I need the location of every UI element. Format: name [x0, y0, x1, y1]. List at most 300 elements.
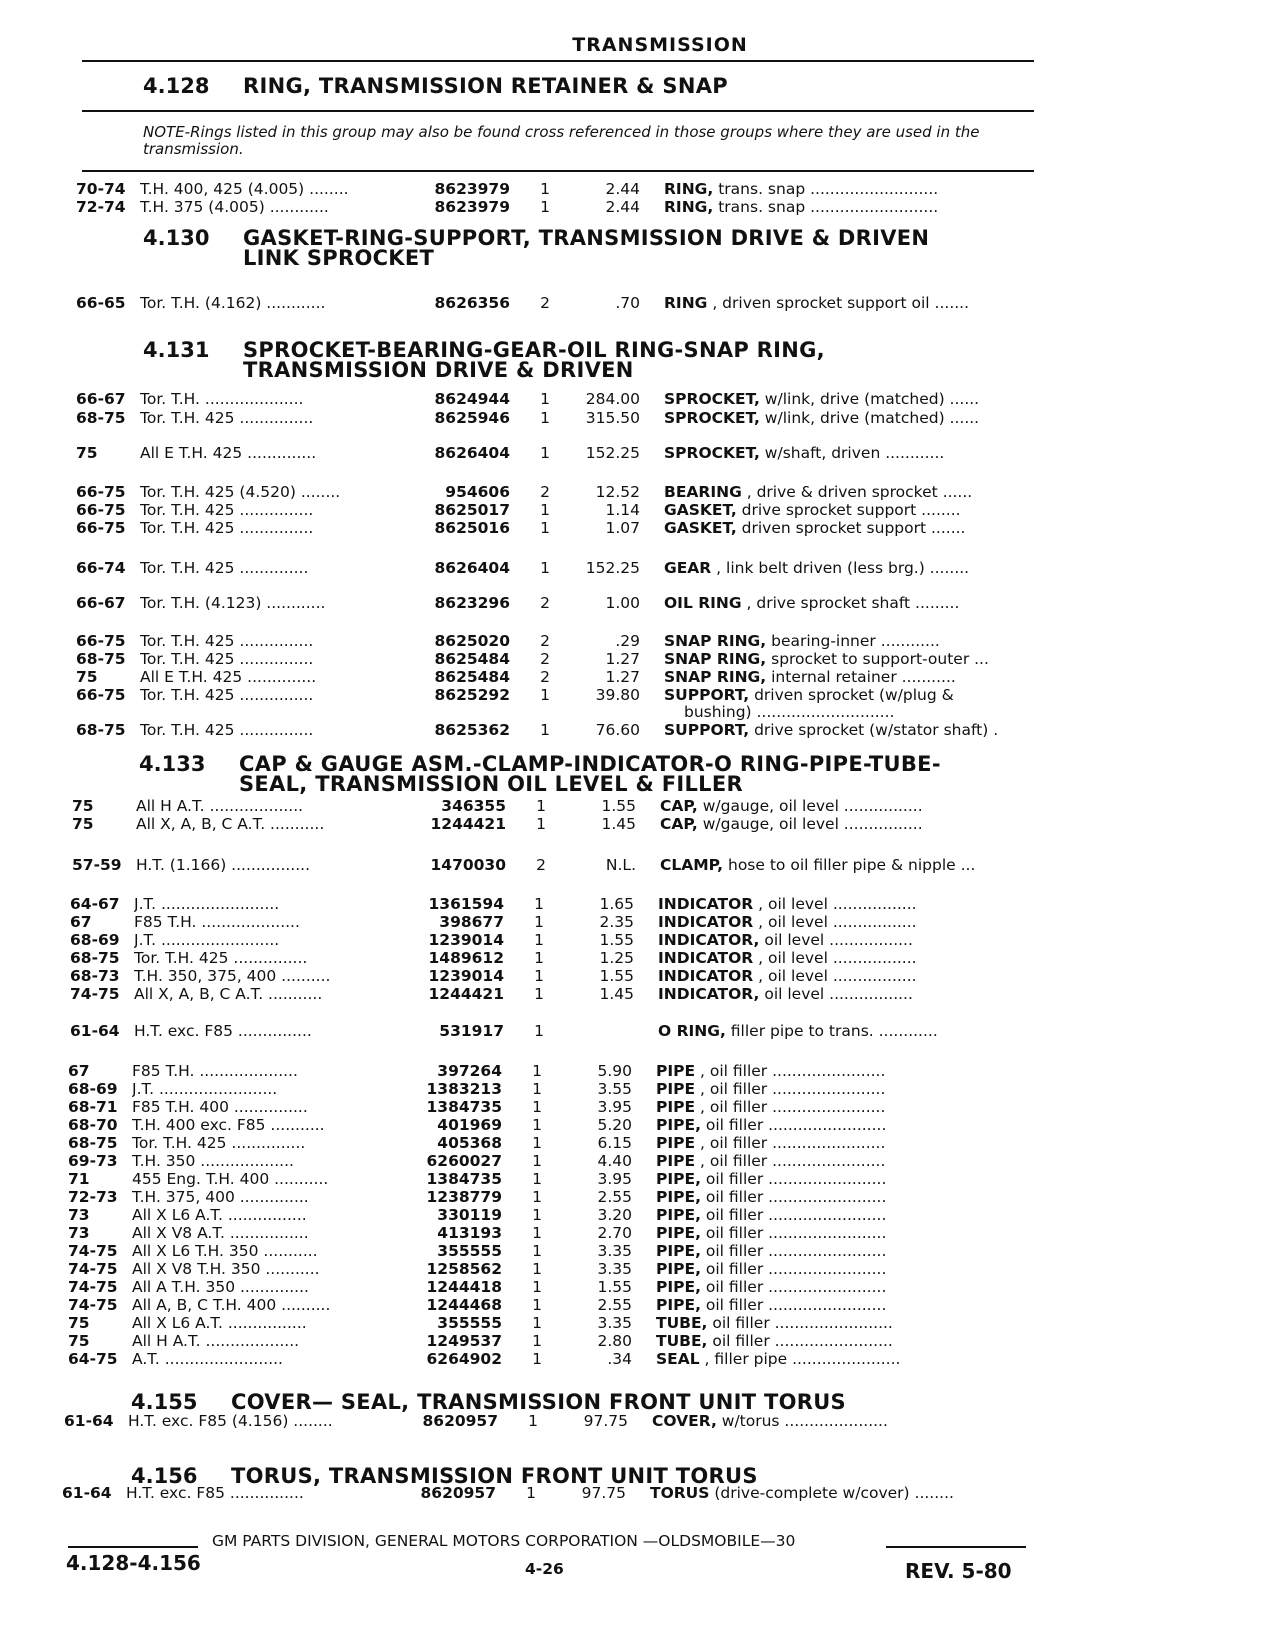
part-row [0, 856, 1276, 875]
part-number: 1244421 [430, 815, 506, 833]
part-number: 1239014 [428, 931, 504, 949]
part-detail: (drive-complete w/cover) ........ [709, 1484, 954, 1502]
model-years: 66-75 [76, 483, 126, 501]
price: 2.44 [605, 180, 640, 198]
quantity: 1 [532, 1278, 542, 1296]
price: 1.25 [599, 949, 634, 967]
part-detail: w/gauge, oil level ................ [697, 815, 923, 833]
quantity: 2 [540, 650, 550, 668]
quantity: 1 [532, 1314, 542, 1332]
part-detail: trans. snap .......................... [713, 180, 939, 198]
model-application: All E T.H. 425 .............. [140, 668, 317, 686]
part-name: INDICATOR [658, 967, 754, 985]
part-row [0, 632, 1280, 651]
part-number: 8623979 [434, 180, 510, 198]
part-row [0, 668, 1280, 687]
part-description [660, 797, 1028, 816]
part-number: 6260027 [426, 1152, 502, 1170]
part-description [664, 559, 1032, 578]
model-application: Tor. T.H. 425 ............... [132, 1134, 306, 1152]
model-application: All X V8 T.H. 350 ........... [132, 1260, 320, 1278]
model-application: J.T. ........................ [134, 931, 280, 949]
part-row [0, 949, 1274, 968]
price: 152.25 [585, 444, 640, 462]
model-application: T.H. 350 ................... [132, 1152, 294, 1170]
part-name: CAP, [660, 815, 698, 833]
quantity: 1 [532, 1116, 542, 1134]
part-detail: , oil level ................. [753, 967, 917, 985]
quantity: 1 [532, 1260, 542, 1278]
part-number: 1470030 [430, 856, 506, 874]
price: 3.55 [597, 1080, 632, 1098]
model-years: 66-67 [76, 594, 126, 612]
part-row [0, 559, 1280, 578]
model-application: Tor. T.H. 425 ............... [140, 409, 314, 427]
quantity: 1 [540, 686, 550, 704]
part-name: PIPE, [656, 1224, 701, 1242]
part-detail: oil filler ........................ [700, 1170, 887, 1188]
part-number: 8624944 [434, 390, 510, 408]
part-name: PIPE, [656, 1260, 701, 1278]
model-application: H.T. exc. F85 ............... [134, 1022, 312, 1040]
model-years: 64-67 [70, 895, 120, 913]
price: 97.75 [583, 1412, 628, 1430]
part-description [656, 1062, 1024, 1081]
price: 2.35 [599, 913, 634, 931]
price: 12.52 [595, 483, 640, 501]
part-row [0, 1224, 1272, 1243]
quantity: 1 [526, 1484, 536, 1502]
part-name: GASKET, [664, 519, 737, 537]
model-application: H.T. (1.166) ................ [136, 856, 311, 874]
part-detail: hose to oil filler pipe & nipple ... [723, 856, 976, 874]
part-name: PIPE, [656, 1242, 701, 1260]
part-description [658, 931, 1026, 950]
part-row [0, 985, 1274, 1004]
part-name: INDICATOR [658, 895, 754, 913]
part-name: RING, [664, 180, 714, 198]
part-number: 954606 [445, 483, 510, 501]
part-detail: drive sprocket support ........ [736, 501, 961, 519]
part-description [664, 444, 1032, 463]
part-detail: oil filler ........................ [700, 1224, 887, 1242]
part-detail: internal retainer ........... [766, 668, 956, 686]
price: 2.70 [597, 1224, 632, 1242]
part-row [0, 1314, 1272, 1333]
part-detail: oil filler ........................ [707, 1332, 893, 1350]
model-application: Tor. T.H. 425 .............. [140, 559, 309, 577]
part-detail: drive sprocket (w/stator shaft) . [749, 721, 999, 739]
part-detail: , drive sprocket shaft ......... [741, 594, 960, 612]
model-application: J.T. ........................ [134, 895, 280, 913]
part-name: PIPE, [656, 1170, 701, 1188]
part-description [656, 1152, 1024, 1171]
part-number: 1383213 [426, 1080, 502, 1098]
part-number: 8623296 [434, 594, 510, 612]
part-detail: , drive & driven sprocket ...... [741, 483, 973, 501]
quantity: 1 [532, 1170, 542, 1188]
part-number: 1238779 [426, 1188, 502, 1206]
model-application: Tor. T.H. 425 ............... [140, 650, 314, 668]
part-name: PIPE [656, 1152, 696, 1170]
quantity: 1 [532, 1224, 542, 1242]
part-detail: filler pipe to trans. ............ [725, 1022, 938, 1040]
part-name: PIPE, [656, 1206, 701, 1224]
part-description [664, 721, 1032, 740]
quantity: 1 [534, 949, 544, 967]
part-name: COVER, [652, 1412, 717, 1430]
part-row [0, 931, 1274, 950]
note-rule [82, 170, 1034, 172]
model-application: F85 T.H. 400 ............... [132, 1098, 308, 1116]
part-name: SPROCKET, [664, 409, 760, 427]
part-number: 8625484 [434, 650, 510, 668]
quantity: 1 [540, 519, 550, 537]
price: 1.45 [599, 985, 634, 1003]
part-detail: , link belt driven (less brg.) ........ [711, 559, 970, 577]
price: 2.80 [597, 1332, 632, 1350]
part-row [0, 1332, 1272, 1351]
model-application: J.T. ........................ [132, 1080, 278, 1098]
part-row [0, 1296, 1272, 1315]
model-application: Tor. T.H. 425 ............... [140, 501, 314, 519]
model-years: 66-65 [76, 294, 126, 312]
model-years: 68-75 [76, 721, 126, 739]
section-title: CAP & GAUGE ASM.-CLAMP-INDICATOR-O RING-PIPE-TUBE-SEAL, TRANSMISSION OIL LEVEL & FILLER [239, 752, 941, 796]
model-application: 455 Eng. T.H. 400 ........... [132, 1170, 329, 1188]
model-years: 74-75 [68, 1242, 118, 1260]
model-years: 68-69 [68, 1080, 118, 1098]
part-row [0, 1134, 1272, 1153]
model-application: All H A.T. ................... [132, 1332, 300, 1350]
part-detail: , oil level ................. [753, 949, 917, 967]
quantity: 2 [540, 594, 550, 612]
part-detail: oil level ................. [759, 985, 913, 1003]
quantity: 1 [536, 797, 546, 815]
part-row [0, 1152, 1272, 1171]
price: 5.20 [597, 1116, 632, 1134]
price: 1.27 [605, 668, 640, 686]
model-application: All X L6 A.T. ................ [132, 1314, 307, 1332]
price: .34 [607, 1350, 632, 1368]
part-name: PIPE [656, 1062, 696, 1080]
part-description [656, 1206, 1024, 1225]
footer-rule-left [68, 1546, 198, 1548]
part-number: 1361594 [428, 895, 504, 913]
part-detail: , oil filler ....................... [695, 1098, 886, 1116]
part-description [656, 1098, 1024, 1117]
model-years: 71 [68, 1170, 90, 1188]
quantity: 1 [532, 1206, 542, 1224]
model-years: 74-75 [68, 1260, 118, 1278]
model-application: T.H. 375 (4.005) ............ [140, 198, 329, 216]
part-description [656, 1314, 1024, 1333]
part-detail: driven sprocket support ....... [736, 519, 966, 537]
part-detail: bearing-inner ............ [766, 632, 940, 650]
quantity: 1 [536, 815, 546, 833]
part-description [656, 1134, 1024, 1153]
part-name: GEAR [664, 559, 712, 577]
part-detail: w/gauge, oil level ................ [697, 797, 923, 815]
part-name: CLAMP, [660, 856, 724, 874]
price: 3.35 [597, 1260, 632, 1278]
model-application: Tor. T.H. 425 ............... [140, 632, 314, 650]
model-application: T.H. 350, 375, 400 .......... [134, 967, 331, 985]
model-years: 66-75 [76, 501, 126, 519]
footer-range: 4.128-4.156 [66, 1551, 201, 1575]
part-number: 8625292 [434, 686, 510, 704]
part-name: O RING, [658, 1022, 726, 1040]
quantity: 1 [540, 390, 550, 408]
price: .29 [615, 632, 640, 650]
price: 3.20 [597, 1206, 632, 1224]
quantity: 2 [540, 294, 550, 312]
part-description [664, 594, 1032, 613]
price: 1.65 [599, 895, 634, 913]
part-description [652, 1412, 1020, 1431]
part-name: RING [664, 294, 708, 312]
part-name: PIPE, [656, 1296, 701, 1314]
model-application: All H A.T. ................... [136, 797, 304, 815]
model-application: All X, A, B, C A.T. ........... [136, 815, 325, 833]
part-description [656, 1332, 1024, 1351]
section-number: 4.131 [143, 338, 210, 362]
part-row [0, 895, 1274, 914]
part-detail: , oil filler ....................... [695, 1134, 886, 1152]
model-application: All X V8 A.T. ................ [132, 1224, 309, 1242]
model-application: All X, A, B, C A.T. ........... [134, 985, 323, 1003]
part-description [656, 1296, 1024, 1315]
price: 2.44 [605, 198, 640, 216]
part-number: 397264 [437, 1062, 502, 1080]
part-name: BEARING [664, 483, 742, 501]
model-years: 75 [76, 444, 98, 462]
quantity: 2 [540, 632, 550, 650]
price: N.L. [605, 856, 636, 874]
part-name: SUPPORT, [664, 686, 750, 704]
model-application: A.T. ........................ [132, 1350, 283, 1368]
section-title: SPROCKET-BEARING-GEAR-OIL RING-SNAP RING, TRANSMISSION DRIVE & DRIVEN [243, 338, 825, 382]
model-years: 69-73 [68, 1152, 118, 1170]
part-detail: trans. snap .......................... [713, 198, 939, 216]
quantity: 1 [532, 1242, 542, 1260]
quantity: 1 [534, 913, 544, 931]
part-number: 1258562 [426, 1260, 502, 1278]
part-detail: oil filler ........................ [700, 1296, 887, 1314]
part-number: 1489612 [428, 949, 504, 967]
part-description [664, 390, 1032, 409]
part-description [664, 650, 1032, 669]
part-row [0, 1206, 1272, 1225]
part-detail: w/shaft, driven ............ [759, 444, 945, 462]
model-years: 72-74 [76, 198, 126, 216]
footer-rule-right [886, 1546, 1026, 1548]
part-number: 8626356 [434, 294, 510, 312]
part-description [664, 632, 1032, 651]
section-number: 4.133 [139, 752, 206, 776]
quantity: 1 [540, 444, 550, 462]
part-detail: oil filler ........................ [700, 1278, 887, 1296]
model-years: 68-75 [68, 1134, 118, 1152]
part-detail: , oil filler ....................... [695, 1152, 886, 1170]
quantity: 1 [532, 1134, 542, 1152]
part-name: GASKET, [664, 501, 737, 519]
part-row [0, 1484, 1266, 1503]
model-years: 67 [70, 913, 92, 931]
quantity: 1 [540, 198, 550, 216]
part-row [0, 913, 1274, 932]
quantity: 1 [532, 1152, 542, 1170]
part-detail: w/torus ..................... [716, 1412, 888, 1430]
model-years: 70-74 [76, 180, 126, 198]
quantity: 1 [540, 409, 550, 427]
part-row [0, 1080, 1272, 1099]
part-name: PIPE, [656, 1278, 701, 1296]
part-description [656, 1188, 1024, 1207]
part-description [656, 1350, 1024, 1369]
part-row [0, 180, 1280, 199]
model-years: 75 [68, 1332, 90, 1350]
part-number: 8623979 [434, 198, 510, 216]
part-number: 1239014 [428, 967, 504, 985]
part-detail: oil filler ........................ [700, 1260, 887, 1278]
part-name: PIPE [656, 1080, 696, 1098]
quantity: 1 [532, 1080, 542, 1098]
model-years: 57-59 [72, 856, 122, 874]
part-name: TORUS [650, 1484, 710, 1502]
model-application: All A, B, C T.H. 400 .......... [132, 1296, 331, 1314]
part-number: 346355 [441, 797, 506, 815]
header-rule [82, 60, 1034, 62]
part-row [0, 1116, 1272, 1135]
part-row [0, 294, 1280, 313]
part-number: 8625484 [434, 668, 510, 686]
part-detail: oil filler ........................ [700, 1188, 887, 1206]
part-description [658, 949, 1026, 968]
quantity: 1 [532, 1062, 542, 1080]
quantity: 1 [534, 967, 544, 985]
part-row [0, 721, 1280, 740]
model-years: 64-75 [68, 1350, 118, 1368]
price: 3.35 [597, 1242, 632, 1260]
part-number: 1384735 [426, 1098, 502, 1116]
model-application: F85 T.H. .................... [134, 913, 300, 931]
part-name: INDICATOR [658, 949, 754, 967]
part-row [0, 390, 1280, 409]
model-years: 68-71 [68, 1098, 118, 1116]
price: 4.40 [597, 1152, 632, 1170]
model-years: 74-75 [70, 985, 120, 1003]
part-number: 405368 [437, 1134, 502, 1152]
part-row [0, 594, 1280, 613]
model-application: Tor. T.H. 425 ............... [134, 949, 308, 967]
part-number: 8620957 [420, 1484, 496, 1502]
part-row [0, 198, 1280, 217]
part-number: 401969 [437, 1116, 502, 1134]
part-number: 330119 [437, 1206, 502, 1224]
part-row [0, 1412, 1268, 1431]
price: 284.00 [585, 390, 640, 408]
model-years: 66-67 [76, 390, 126, 408]
model-years: 68-75 [76, 650, 126, 668]
part-description [656, 1080, 1024, 1099]
part-name: PIPE, [656, 1188, 701, 1206]
model-application: Tor. T.H. (4.162) ............ [140, 294, 326, 312]
quantity: 1 [532, 1098, 542, 1116]
part-name: SNAP RING, [664, 668, 767, 686]
part-name: PIPE [656, 1134, 696, 1152]
part-number: 8625020 [434, 632, 510, 650]
section-note: NOTE-Rings listed in this group may also be found cross referenced in those groups where they are used in the transmission. [143, 123, 980, 158]
part-description [664, 501, 1032, 520]
model-years: 68-75 [70, 949, 120, 967]
price: 39.80 [595, 686, 640, 704]
quantity: 1 [532, 1188, 542, 1206]
model-years: 68-69 [70, 931, 120, 949]
part-name: PIPE, [656, 1116, 701, 1134]
model-application: All E T.H. 425 .............. [140, 444, 317, 462]
part-name: SNAP RING, [664, 650, 767, 668]
price: 1.00 [605, 594, 640, 612]
quantity: 1 [528, 1412, 538, 1430]
part-description [658, 967, 1026, 986]
model-years: 72-73 [68, 1188, 118, 1206]
quantity: 2 [540, 668, 550, 686]
model-application: Tor. T.H. .................... [140, 390, 304, 408]
part-row [0, 519, 1280, 538]
part-row [0, 1188, 1272, 1207]
part-number: 1249537 [426, 1332, 502, 1350]
part-detail: sprocket to support-outer ... [766, 650, 989, 668]
model-years: 73 [68, 1224, 90, 1242]
section-number: 4.156 [131, 1464, 198, 1488]
part-number: 413193 [437, 1224, 502, 1242]
price: 1.55 [601, 797, 636, 815]
part-name: SEAL [656, 1350, 700, 1368]
part-detail: , oil level ................. [753, 913, 917, 931]
model-years: 68-70 [68, 1116, 118, 1134]
part-row [0, 703, 1280, 722]
model-years: 68-73 [70, 967, 120, 985]
part-number: 1244468 [426, 1296, 502, 1314]
part-row [0, 1350, 1272, 1369]
section-number: 4.130 [143, 226, 210, 250]
model-years: 75 [72, 797, 94, 815]
model-application: H.T. exc. F85 (4.156) ........ [128, 1412, 333, 1430]
part-name: CAP, [660, 797, 698, 815]
part-name: TUBE, [656, 1332, 708, 1350]
page-header: TRANSMISSION [572, 34, 748, 56]
part-name: SNAP RING, [664, 632, 767, 650]
part-name: INDICATOR [658, 913, 754, 931]
model-application: F85 T.H. .................... [132, 1062, 298, 1080]
part-description [658, 1022, 1026, 1041]
quantity: 2 [540, 483, 550, 501]
section-title: TORUS, TRANSMISSION FRONT UNIT TORUS [231, 1464, 758, 1488]
price: 3.95 [597, 1098, 632, 1116]
model-years: 61-64 [64, 1412, 114, 1430]
part-row [0, 1242, 1272, 1261]
model-years: 66-75 [76, 519, 126, 537]
part-number: 398677 [439, 913, 504, 931]
part-description [658, 895, 1026, 914]
part-description [660, 815, 1028, 834]
part-number: 1244418 [426, 1278, 502, 1296]
part-number: 1244421 [428, 985, 504, 1003]
part-description [656, 1224, 1024, 1243]
price: 1.14 [605, 501, 640, 519]
part-number: 8625946 [434, 409, 510, 427]
